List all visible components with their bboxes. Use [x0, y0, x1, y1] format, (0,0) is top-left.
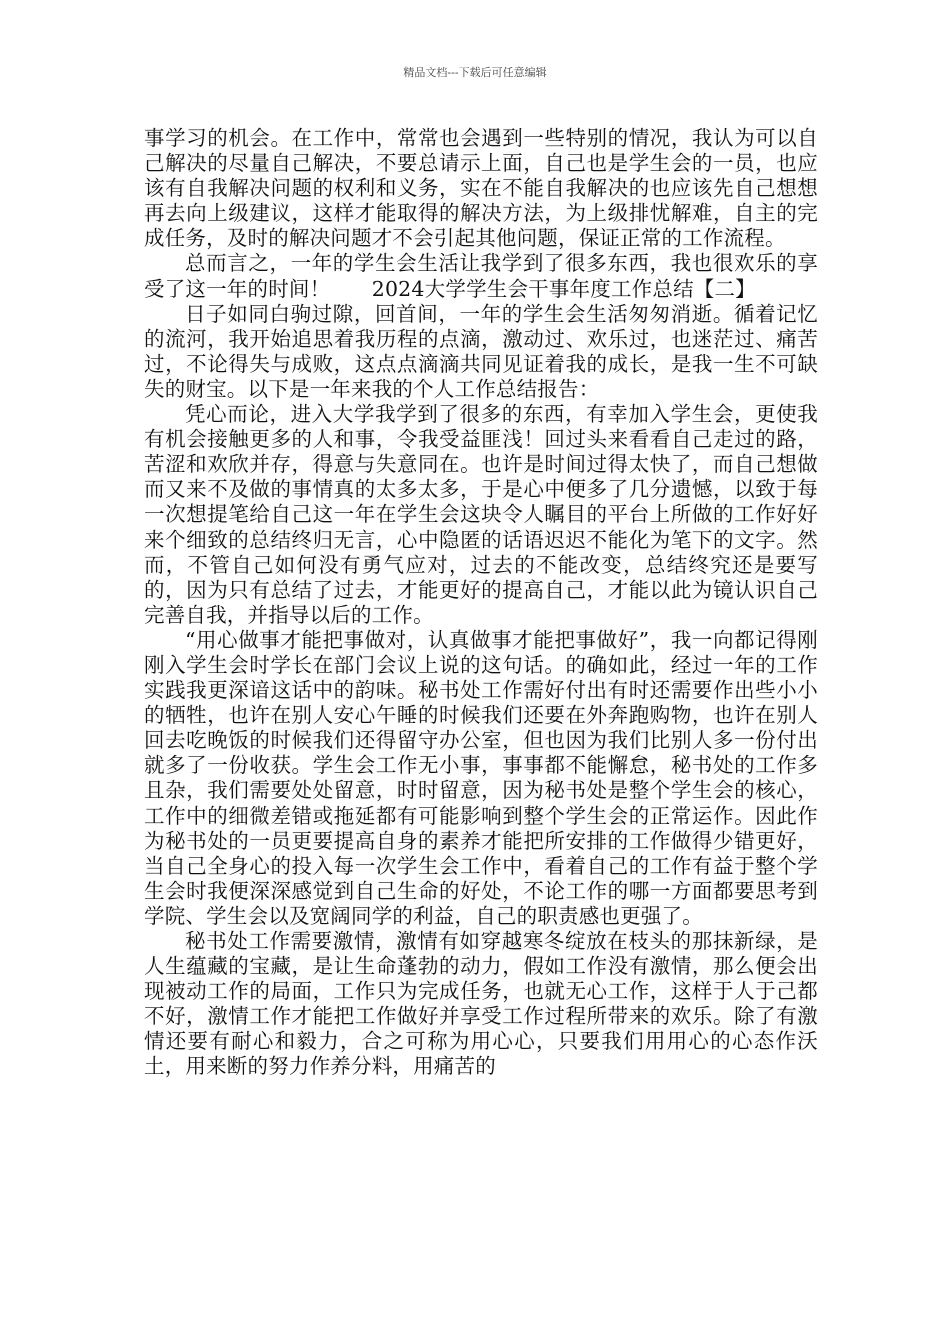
paragraph-6: 秘书处工作需要激情，激情有如穿越寒冬绽放在枝头的那抹新绿，是人生蕴藏的宝藏，是让生命蓬勃的动力，假如工作没有激情，那么便会出现被动工作的局面，工作只为完成任务，也就无心工作，这样于人于己都不好，激情工作才能把工作做好并享受工作过程所带来的欢乐。除了有激情还要有耐心和毅力，合之可称为用心心，只要我们用用心的心态作沃土，用来断的努力作养分料，用痛苦的	[144, 929, 818, 1079]
page-header: 精品文档---下载后可任意编辑	[403, 66, 547, 79]
paragraph-3: 日子如同白驹过隙，回首间，一年的学生会生活匆匆消逝。循着记忆的流河，我开始追思着我历程的点滴，激动过、欢乐过，也迷茫过、痛苦过，不论得失与成败，这点点滴滴共同见证着我的成长，是我一生不可缺失的财宝。以下是一年来我的个人工作总结报告：	[144, 301, 818, 401]
paragraph-4: 凭心而论，进入大学我学到了很多的东西，有幸加入学生会，更使我有机会接触更多的人和事，令我受益匪浅！回过头来看看自己走过的路，苦涩和欢欣并存，得意与失意同在。也许是时间过得太快了，而自己想做而又来不及做的事情真的太多太多，于是心中便多了几分遗憾，以致于每一次想提笔给自己这一年在学生会这块令人瞩目的平台上所做的工作好好来个细致的总结终归无言，心中隐匿的话语迟迟不能化为笔下的文字。然而，不管自己如何没有勇气应对，过去的不能改变，总结终究还是要写的，因为只有总结了过去，才能更好的提高自己，才能以此为镜认识自己完善自我，并指导以后的工作。	[144, 402, 818, 627]
paragraph-5: “用心做事才能把事做对，认真做事才能把事做好”，我一向都记得刚刚入学生会时学长在部门会议上说的这句话。的确如此，经过一年的工作实践我更深谙这话中的韵味。秘书处工作需好付出有时还需要作出些小小的牺牲，也许在别人安心午睡的时候我们还要在外奔跑购物，也许在别人回去吃晚饭的时候我们还得留守办公室，但也因为我们比别人多一份付出就多了一份收获。学生会工作无小事，事事都不能懈怠，秘书处的工作多且杂，我们需要处处留意，时时留意，因为秘书处是整个学生会的核心，工作中的细微差错或拖延都有可能影响到整个学生会的正常运作。因此作为秘书处的一员更要提高自身的素养才能把所安排的工作做得少错更好，当自己全身心的投入每一次学生会工作中，看着自己的工作有益于整个学生会时我便深深感觉到自己生命的好处，不论工作的哪一方面都要思考到学院、学生会以及宽阔同学的利益，自己的职责感也更强了。	[144, 627, 818, 928]
paragraph-2: 总而言之，一年的学生会生活让我学到了很多东西，我也很欢乐的享受了这一年的时间！ 2024大学学生会干事年度工作总结【二】	[144, 251, 818, 301]
paragraph-1: 事学习的机会。在工作中，常常也会遇到一些特别的情况，我认为可以自己解决的尽量自己解决，不要总请示上面，自己也是学生会的一员，也应该有自我解决问题的权利和义务，实在不能自我解决的也应该先自己想想再去向上级建议，这样才能取得的解决方法，为上级排忧解难，自主的完成任务，及时的解决问题才不会引起其他问题，保证正常的工作流程。	[144, 126, 818, 251]
document-body	[144, 126, 818, 1080]
